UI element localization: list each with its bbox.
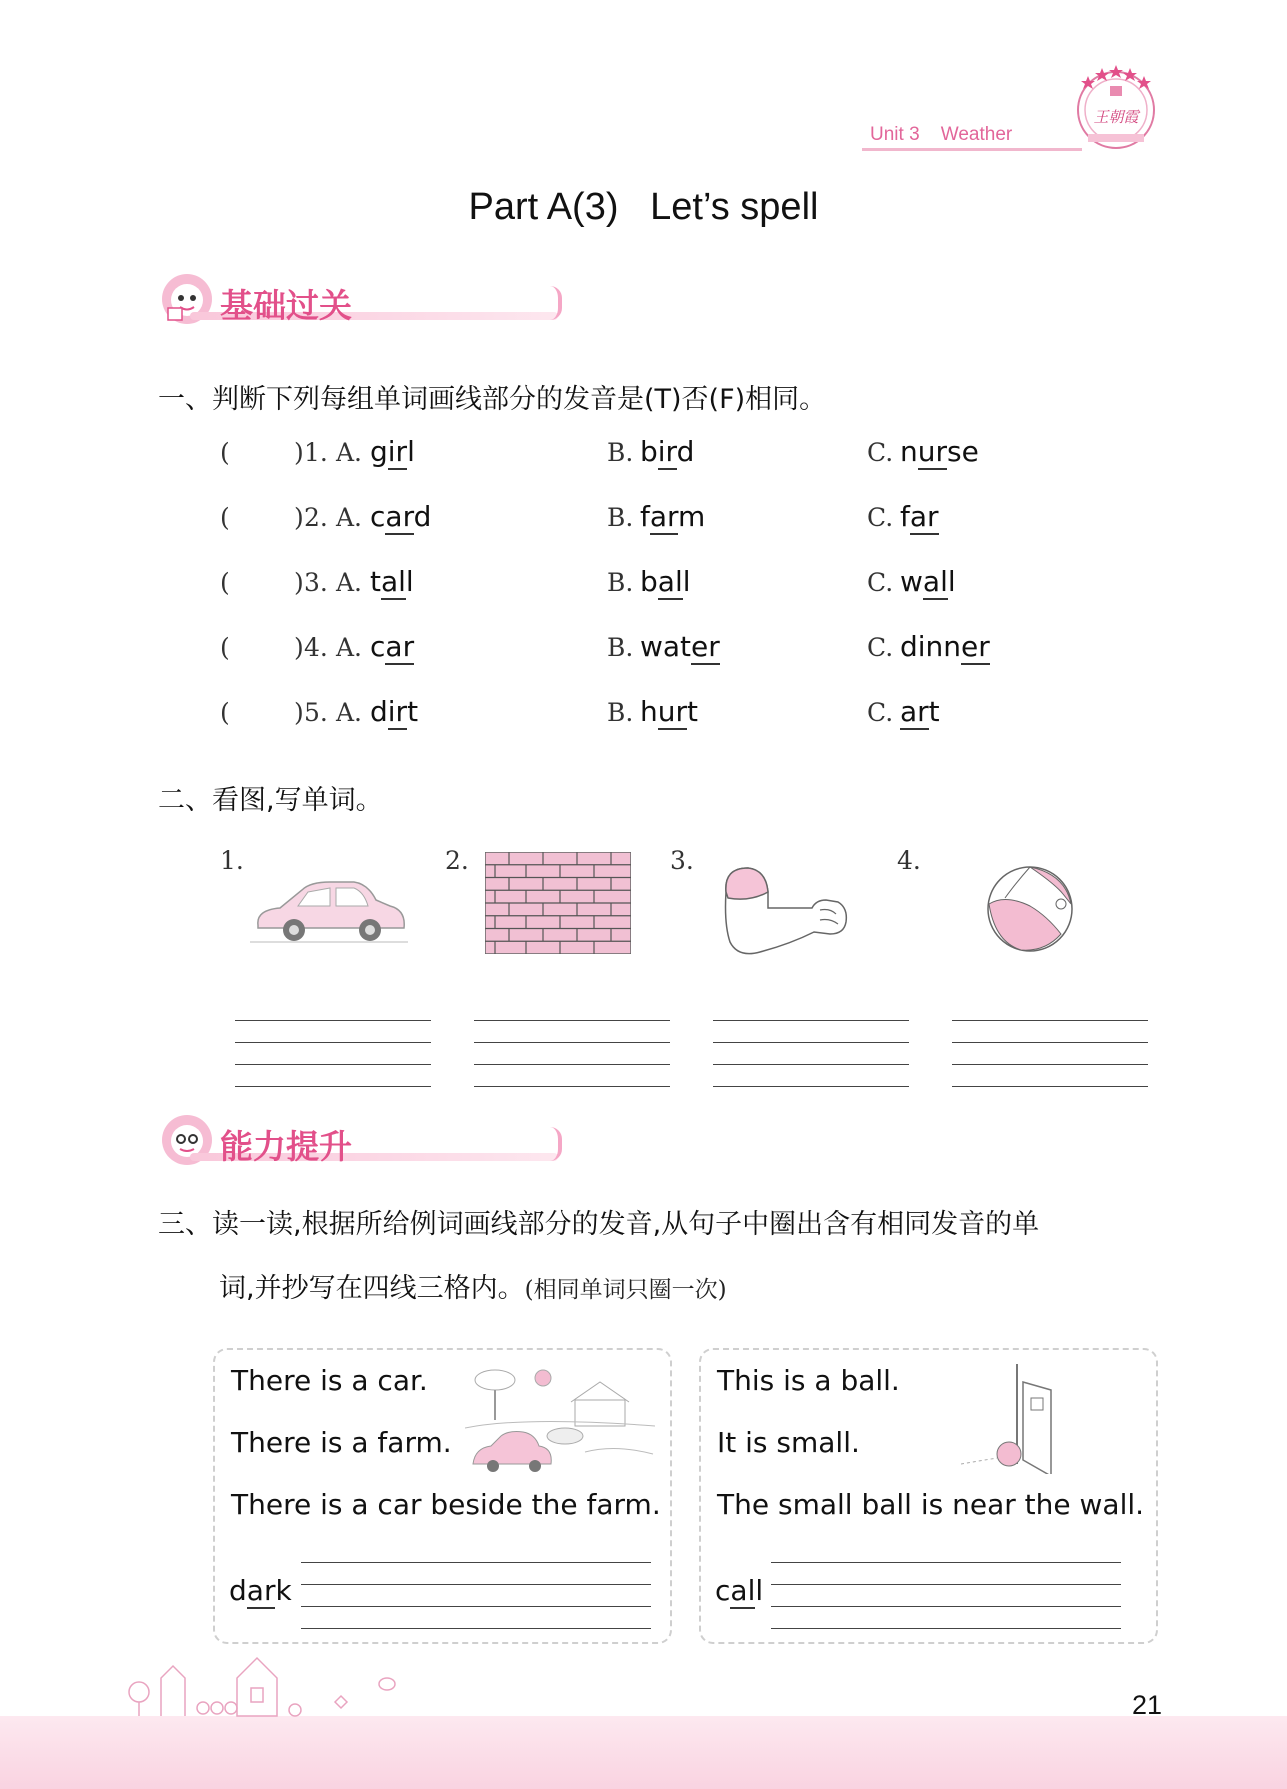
writing-lines[interactable] bbox=[235, 1020, 431, 1090]
ball-picture bbox=[985, 864, 1075, 954]
answer-paren-open: ( bbox=[220, 438, 230, 467]
picture-number: 1. bbox=[220, 846, 244, 875]
option-a-word: card bbox=[370, 500, 432, 533]
answer-blank[interactable] bbox=[236, 438, 292, 468]
ball-near-wall-picture bbox=[961, 1364, 1081, 1474]
word-underline: ar bbox=[900, 695, 929, 728]
option-c-word-wrap bbox=[900, 695, 940, 728]
option-a-label: A. bbox=[336, 503, 363, 532]
question-number: 4. bbox=[304, 633, 328, 662]
example-word-underline: al bbox=[730, 1574, 756, 1607]
option-b-word: ball bbox=[640, 565, 691, 598]
brick-wall-picture bbox=[485, 852, 631, 954]
answer-paren-open: ( bbox=[220, 698, 230, 727]
car-picture bbox=[250, 870, 410, 950]
question-3-note: (相同单词只圈一次) bbox=[524, 1277, 727, 1303]
word-underline: ar bbox=[909, 500, 939, 533]
question-1-title: 一、判断下列每组单词画线部分的发音是(T)否(F)相同。 bbox=[158, 384, 827, 415]
farm-scene-picture bbox=[465, 1368, 655, 1480]
example-word-underline: ar bbox=[246, 1574, 276, 1607]
section-banner-advanced bbox=[160, 1119, 560, 1165]
answer-paren-close: ) bbox=[294, 568, 304, 597]
town-doodle-icon bbox=[125, 1648, 415, 1718]
exercise-box-2 bbox=[699, 1348, 1158, 1644]
writing-lines[interactable] bbox=[713, 1020, 909, 1090]
option-c-label: C. bbox=[867, 698, 894, 727]
answer-paren-open: ( bbox=[220, 568, 230, 597]
option-a-word: girl bbox=[370, 435, 415, 468]
option-c-word: dinner bbox=[900, 630, 990, 663]
option-c-word: wall bbox=[900, 565, 956, 598]
page-title: Part A(3) Let’s spell bbox=[468, 186, 819, 228]
option-b-word: water bbox=[640, 630, 720, 663]
option-a-word: tall bbox=[370, 565, 414, 598]
picture-number: 4. bbox=[897, 846, 921, 875]
word-underline: er bbox=[691, 630, 720, 663]
option-c-word: art bbox=[900, 695, 940, 728]
sentence: There is a farm. bbox=[231, 1426, 452, 1459]
option-a-word-wrap bbox=[370, 630, 414, 663]
sentence: It is small. bbox=[717, 1426, 860, 1459]
option-b-label: B. bbox=[607, 633, 634, 662]
sentence: The small ball is near the wall. bbox=[717, 1488, 1145, 1521]
question-3-cont-text: 词,并抄写在四线三格内。 bbox=[219, 1273, 525, 1304]
option-a-word-wrap bbox=[370, 435, 415, 468]
publisher-seal-logo bbox=[1074, 62, 1158, 152]
word-underline: ar bbox=[385, 500, 414, 533]
question-number: 3. bbox=[304, 568, 328, 597]
answer-blank[interactable] bbox=[236, 698, 292, 728]
option-a-label: A. bbox=[336, 698, 363, 727]
sentence: There is a car beside the farm. bbox=[231, 1488, 661, 1521]
option-a-word: car bbox=[370, 630, 415, 663]
picture-number: 2. bbox=[445, 846, 469, 875]
word-underline: ar bbox=[649, 500, 679, 533]
word-underline: ir bbox=[657, 435, 677, 468]
sentence: There is a car. bbox=[231, 1364, 428, 1397]
option-b-word: hurt bbox=[640, 695, 698, 728]
question-number: 2. bbox=[304, 503, 328, 532]
question-number: 1. bbox=[304, 438, 328, 467]
option-a-label: A. bbox=[336, 568, 363, 597]
option-b-word: farm bbox=[640, 500, 706, 533]
section-banner-basic bbox=[160, 278, 560, 324]
example-word: call bbox=[715, 1574, 764, 1607]
word-underline: ar bbox=[385, 630, 415, 663]
word-underline: al bbox=[922, 565, 948, 598]
sentence: This is a ball. bbox=[717, 1364, 900, 1397]
question-2-title: 二、看图,写单词。 bbox=[158, 785, 383, 816]
option-a-label: A. bbox=[336, 438, 363, 467]
option-c-label: C. bbox=[867, 633, 894, 662]
writing-lines[interactable] bbox=[474, 1020, 670, 1090]
option-c-label: C. bbox=[867, 568, 894, 597]
svg-text:王朝霞: 王朝霞 bbox=[1093, 108, 1139, 126]
option-b-label: B. bbox=[607, 568, 634, 597]
option-c-word: nurse bbox=[900, 435, 979, 468]
option-c-word-wrap bbox=[900, 630, 990, 663]
word-underline: ur bbox=[917, 435, 948, 468]
option-c-word-wrap bbox=[900, 435, 979, 468]
word-underline: al bbox=[657, 565, 683, 598]
option-a-word: dirt bbox=[370, 695, 419, 728]
picture-number: 3. bbox=[670, 846, 694, 875]
word-underline: ir bbox=[387, 435, 408, 468]
option-a-word-wrap bbox=[370, 565, 414, 598]
writing-lines[interactable] bbox=[771, 1562, 1121, 1632]
word-underline: er bbox=[961, 630, 990, 663]
question-3-title: 三、读一读,根据所给例词画线部分的发音,从句子中圈出含有相同发音的单 bbox=[158, 1209, 1040, 1240]
word-underline: ir bbox=[387, 695, 408, 728]
option-a-label: A. bbox=[336, 633, 363, 662]
option-c-word-wrap bbox=[900, 565, 956, 598]
option-b-label: B. bbox=[607, 438, 634, 467]
answer-paren-close: ) bbox=[294, 633, 304, 662]
answer-paren-close: ) bbox=[294, 438, 304, 467]
writing-lines[interactable] bbox=[952, 1020, 1148, 1090]
option-b-word-wrap bbox=[640, 500, 705, 533]
option-a-word-wrap bbox=[370, 500, 431, 533]
option-c-word: far bbox=[900, 500, 939, 533]
option-b-word-wrap bbox=[640, 565, 691, 598]
page-number: 21 bbox=[1132, 1690, 1163, 1720]
option-b-label: B. bbox=[607, 503, 634, 532]
answer-paren-open: ( bbox=[220, 633, 230, 662]
banner-label: 基础过关 bbox=[220, 286, 352, 325]
option-b-word-wrap bbox=[640, 695, 698, 728]
answer-paren-open: ( bbox=[220, 503, 230, 532]
option-c-word-wrap bbox=[900, 500, 939, 533]
question-3-continuation bbox=[219, 1266, 727, 1305]
answer-paren-close: ) bbox=[294, 503, 304, 532]
answer-blank[interactable] bbox=[236, 568, 292, 598]
example-word: dark bbox=[229, 1574, 292, 1607]
header-rule bbox=[862, 148, 1082, 151]
answer-blank[interactable] bbox=[236, 633, 292, 663]
footer-band bbox=[0, 1716, 1287, 1789]
word-underline: al bbox=[380, 565, 406, 598]
exercise-box-1 bbox=[213, 1348, 672, 1644]
option-a-word-wrap bbox=[370, 695, 418, 728]
option-b-word-wrap bbox=[640, 630, 720, 663]
word-underline: ur bbox=[657, 695, 688, 728]
option-c-label: C. bbox=[867, 438, 894, 467]
answer-paren-close: ) bbox=[294, 698, 304, 727]
writing-lines[interactable] bbox=[301, 1562, 651, 1632]
arm-picture bbox=[720, 862, 850, 962]
option-c-label: C. bbox=[867, 503, 894, 532]
option-b-label: B. bbox=[607, 698, 634, 727]
question-number: 5. bbox=[304, 698, 328, 727]
option-b-word-wrap bbox=[640, 435, 694, 468]
banner-label: 能力提升 bbox=[220, 1127, 352, 1166]
answer-blank[interactable] bbox=[236, 503, 292, 533]
option-b-word: bird bbox=[640, 435, 695, 468]
unit-label: Unit 3 Weather bbox=[870, 124, 1013, 145]
